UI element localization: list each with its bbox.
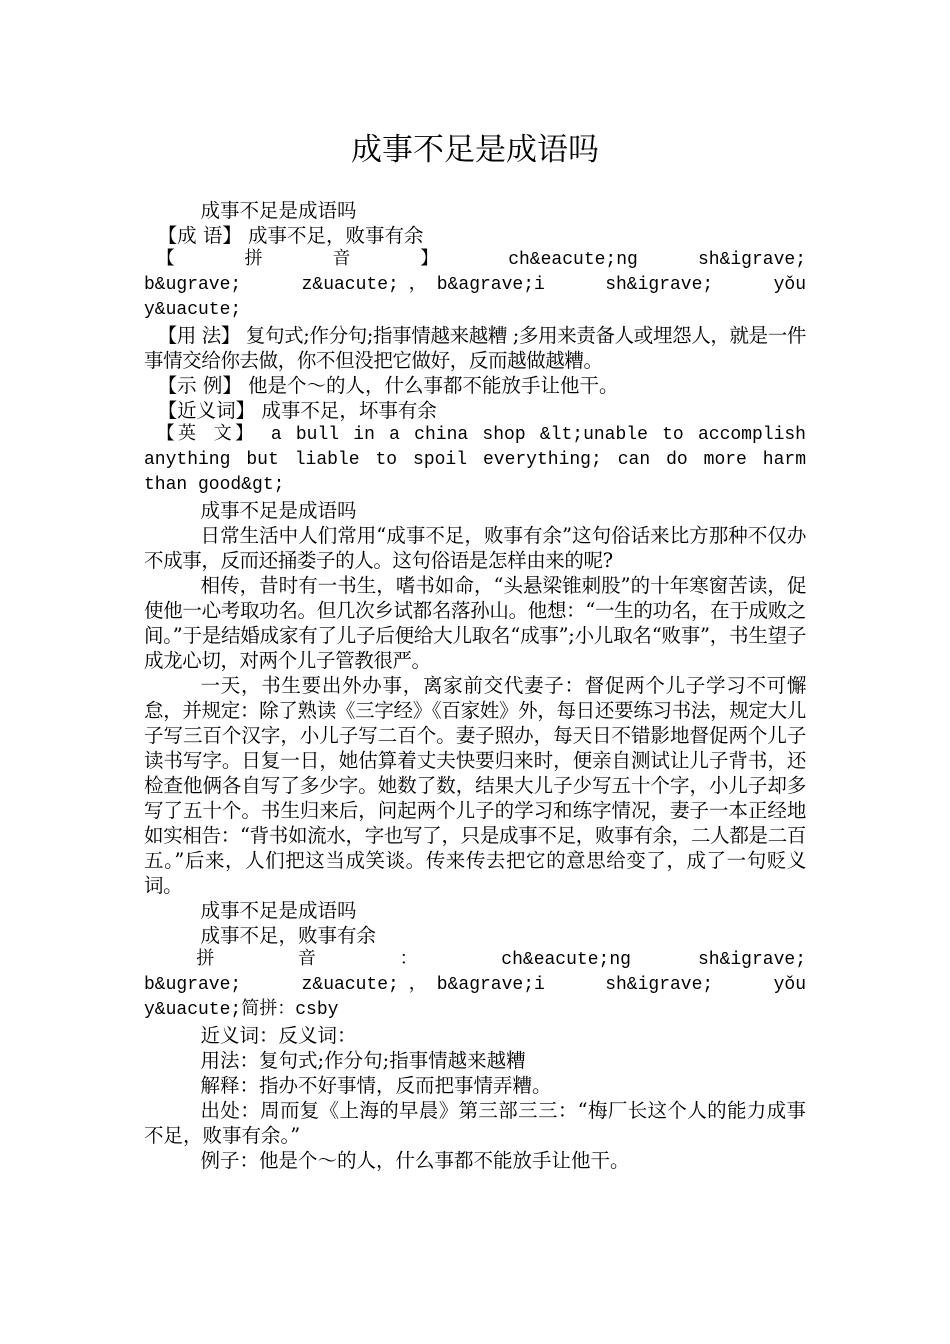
example-entry: 【示 例】 他是个～的人，什么事都不能放手让他干。 <box>157 374 619 397</box>
story-paragraph: 相传，昔时有一书生，嗜书如命，“头悬梁锥刺股”的十年寒窗苦读，促使他一心考取功名。但几次乡试都名落孙山。他想：“一生的功名，在于成败之间。”于是结婚成家有了儿子后便给大儿取名“成事”;小儿取名“败事”，书生望子成龙心切，对两个儿子管教很严。 <box>144 574 806 672</box>
example-line: 例子：他是个～的人，什么事都不能放手让他干。 <box>200 1149 630 1172</box>
usage-entry: 【用 法】 复句式;作分句;指事情越来越糟 ;多用来责备人或埋怨人，就是一件事情交给你去做，你不但没把它做好，反而越做越糟。 <box>144 324 806 372</box>
pinyin-line: 拼 音 ： ch&eacute;ng sh&igrave; b&ugrave; z&uacute;，b&agrave;i sh&igrave; yǒu y&uacute;简拼：csby <box>144 950 806 1020</box>
explanation-line: 解释：指办不好事情，反而把事情弄糟。 <box>200 1074 552 1097</box>
document-title: 成事不足是成语吗 <box>351 132 599 168</box>
section-heading-1: 成事不足是成语吗 <box>200 199 357 222</box>
idiom-line: 成事不足，败事有余 <box>200 924 377 947</box>
synonym-entry: 【近义词】 成事不足，坏事有余 <box>157 399 437 422</box>
story-paragraph: 日常生活中人们常用“成事不足，败事有余”这句俗话来比方那种不仅办不成事，反而还捅娄子的人。这句俗语是怎样由来的呢? <box>144 524 806 572</box>
source-line: 出处：周而复《上海的早晨》第三部三三：“梅厂长这个人的能力成事不足，败事有余。” <box>144 1099 806 1147</box>
pinyin-entry: 【 拼 音 】 ch&eacute;ng sh&igrave; b&ugrave; z&uacute;，b&agrave;i sh&igrave; yǒu y&uacute; <box>144 250 806 320</box>
section-heading-2: 成事不足是成语吗 <box>200 499 357 522</box>
usage-line: 用法：复句式;作分句;指事情越来越糟 <box>200 1049 526 1072</box>
story-paragraph: 一天，书生要出外办事，离家前交代妻子：督促两个儿子学习不可懈怠，并规定：除了熟读《三字经》《百家姓》外，每日还要练习书法，规定大儿子写三百个汉字，小儿子写二百个。妻子照办，每天日不错影地督促两个儿子读书写字。日复一日，她估算着丈夫快要归来时，便亲自测试让儿子背书，还检查他俩各自写了多少字。她数了数，结果大儿子少写五十个字，小儿子却多写了五十个。书生归来后，问起两个儿子的学习和练字情况，妻子一本正经地如实相告：“背书如流水，字也写了，只是成事不足，败事有余，二人都是二百五。”后来，人们把这当成笑谈。传来传去把它的意思给变了，成了一句贬义词。 <box>144 674 806 897</box>
section-heading-3: 成事不足是成语吗 <box>200 899 357 922</box>
english-entry: 【英 文】 a bull in a china shop &lt;unable to accomplish anything but liable to spoil everything; can do more harm than good&gt; <box>144 425 806 495</box>
synonym-antonym-line: 近义词：反义词： <box>200 1024 357 1047</box>
document-body <box>144 198 806 1173</box>
idiom-entry: 【成 语】 成事不足，败事有余 <box>157 224 424 247</box>
